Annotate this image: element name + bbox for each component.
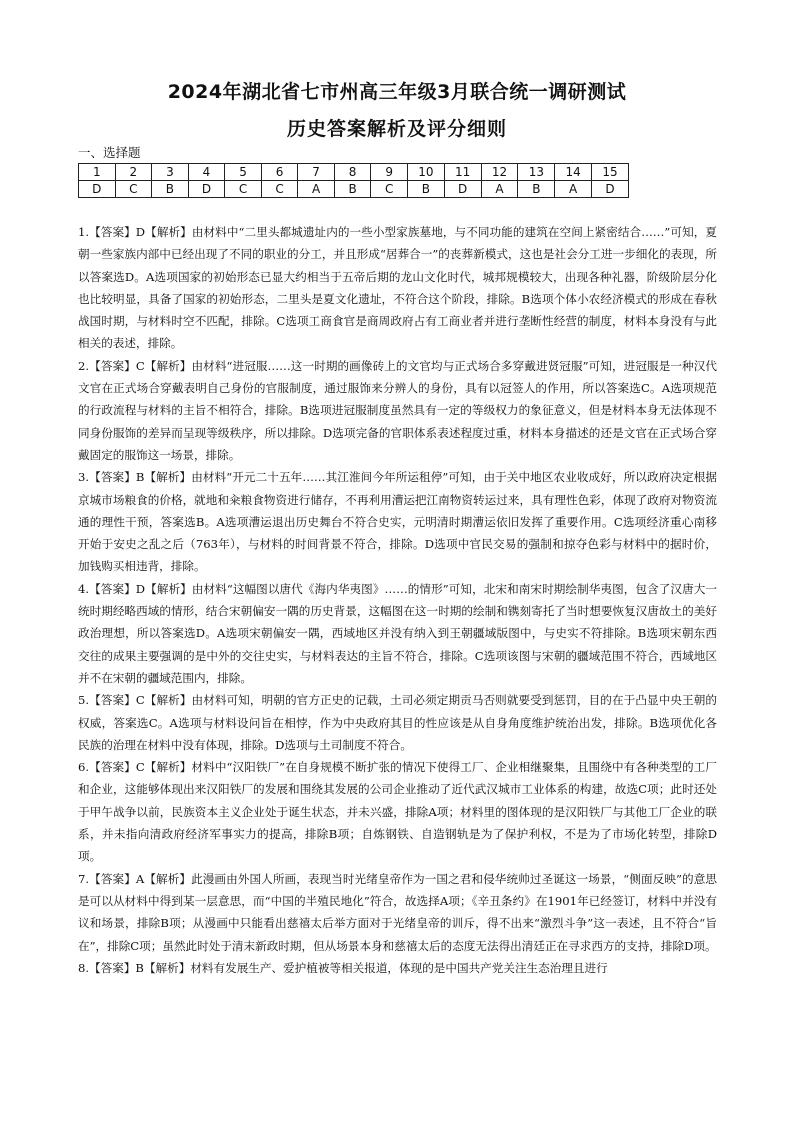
answer-cell: B [334,181,371,198]
question-number: 9 [371,164,408,181]
answer-cell: C [371,181,408,198]
question-number: 8 [334,164,371,181]
question-number: 6 [261,164,298,181]
question-number: 12 [481,164,518,181]
explanations [78,221,717,979]
answer-cell: D [79,181,116,198]
answer-cell: B [518,181,555,198]
answer-cell: B [152,181,189,198]
answer-table [78,163,629,198]
question-number: 13 [518,164,555,181]
section-heading: 一、选择题 [78,145,141,160]
question-number: 10 [407,164,444,181]
document-title: 2024年湖北省七市州高三年级3月联合统一调研测试 [167,81,627,103]
question-number: 7 [298,164,335,181]
answer-cell: D [444,181,481,198]
explanation-paragraph: 4.【答案】D【解析】由材料“这幅图以唐代《海内华夷图》……的情形”可知，北宋和南宋时期绘制华夷图，包含了汉唐大一统时期经略西域的情形，结合宋朝偏安一隅的历史背景，这幅图在这一时期的绘制和镌刻寄托了当时想要恢复汉唐故土的美好政治理想，所以答案选D。A选项宋朝偏安一隅，西域地区并没有纳入到王朝疆域版图中，与史实不符排除。B选项宋朝东西交往的成果主要强调的是中外的交往史实，与材料表达的主旨不符合，排除。C选项该图与宋朝的疆域范围不符合，西域地区并不在宋朝的疆域范围内，排除。 [78,581,717,685]
answer-cell: C [261,181,298,198]
question-number: 1 [79,164,116,181]
explanation-paragraph: 6.【答案】C【解析】材料中“汉阳铁厂”在自身规模不断扩张的情况下使得工厂、企业相继聚集，且围绕中有各种类型的工厂和企业，这能够体现出来汉阳铁厂的发展和围绕其发展的公司企业推动了近代武汉城市工业体系的构建，故选C项；此时还处于甲午战争以前，民族资本主义企业处于诞生状态，并未兴盛，排除A项；材料里的图体现的是汉阳铁厂与其他工厂企业的联系，并未指向清政府经济军事实力的提高，排除B项；自炼钢铁、自造钢轨是为了保护利权，不是为了市场化转型，排除D项。 [78,760,717,864]
document-subtitle: 历史答案解析及评分细则 [286,118,507,140]
answer-cell: A [555,181,592,198]
answer-cell: D [188,181,225,198]
explanation-paragraph: 2.【答案】C【解析】由材料“进冠服……这一时期的画像砖上的文官均与正式场合多穿戴进贤冠服”可知，进冠服是一种汉代文官在正式场合穿戴表明自己身份的官服制度，通过服饰来分辨人的身份，具有以冠签人的作用，所以答案选C。A选项规范的行政流程与材料的主旨不相符合，排除。B选项进冠服制度虽然具有一定的等级权力的象征意义，但是材料本身无法体现不同身份服饰的差异而呈现等级秩序，所以排除。D选项完备的官职体系表述程度过重，材料本身描述的还是文官在正式场合穿戴固定的服饰这一场景，排除。 [78,358,717,462]
question-number: 11 [444,164,481,181]
answer-cell: C [225,181,262,198]
question-number: 4 [188,164,225,181]
explanation-paragraph: 1.【答案】D【解析】由材料中“二里头都城遗址内的一些小型家族墓地，与不同功能的建筑在空间上紧密结合……”可知，夏朝一些家族内部中已经出现了不同的职业的分工，并且形成“居葬合一”的丧葬新模式，这也是社会分工进一步细化的表现，所以答案选D。A选项国家的初始形态已显大约相当于五帝后期的龙山文化时代，城邦规模较大，出现各种礼器，阶级阶层分化也比较明显，具备了国家的初始形态，二里头是夏文化遗址，不符合这个阶段，排除。B选项个体小农经济模式的形成在春秋战国时期，与材料时空不匹配，排除。C选项工商食官是商周政府占有工商业者并进行垄断性经营的制度，材料本身没有与此相关的表述，排除。 [78,225,717,351]
question-number: 5 [225,164,262,181]
question-number-row [79,164,629,181]
explanation-paragraph: 3.【答案】B【解析】由材料“开元二十五年……其江淮间今年所运租停”可知，由于关中地区农业收成好，所以政府决定根据京城市场粮食的价格，就地和籴粮食物资进行储存，不再利用漕运把江南物资转运过来，具有理性色彩，体现了政府对物资流通的理性干预，答案选B。A选项漕运退出历史舞台不符合史实，元明清时期漕运依旧发挥了重要作用。C选项经济重心南移开始于安史之乱之后（763年），与材料的时间背景不符合，排除。D选项中官民交易的强制和掠夺色彩与材料中的据时价，加钱购买相违背，排除。 [78,470,717,574]
explanation-paragraph: 8.【答案】B【解析】材料有发展生产、爱护植被等相关报道，体现的是中国共产党关注生态治理且进行 [78,960,608,975]
question-number: 14 [555,164,592,181]
answer-cell: D [592,181,629,198]
explanation-paragraph: 5.【答案】C【解析】由材料可知，明朝的官方正史的记载，土司必须定期贡马否则就要受到惩罚，目的在于凸显中央王朝的权威，答案选C。A选项与材料设问旨在相悖，作为中央政府其目的性应该是从自身角度维护统治出发，排除。B选项优化各民族的治理在材料中没有体现，排除。D选项与土司制度不符合。 [78,693,717,752]
question-number: 15 [592,164,629,181]
answer-cell: A [298,181,335,198]
answer-cell: A [481,181,518,198]
answer-row [79,181,629,198]
answer-cell: B [407,181,444,198]
question-number: 3 [152,164,189,181]
answer-cell: C [115,181,152,198]
question-number: 2 [115,164,152,181]
explanation-paragraph: 7.【答案】A【解析】此漫画由外国人所画，表现当时光绪皇帝作为一国之君和侵华统帅过圣诞这一场景，“侧面反映”的意思是可以从材料中得到某一层意思，而“中国的半殖民地化”符合，故选择A项；《辛丑条约》在1901年已经签订，材料中并没有议和场景，排除B项；从漫画中只能看出慈禧太后举方面对于光绪皇帝的训斥，得不出来“激烈斗争”这一表述，且不符合“旨在”，排除C项；虽然此时处于清末新政时期，但从场景本身和慈禧太后的态度无法得出清廷正在寻求西方的支持，排除D项。 [78,871,717,953]
